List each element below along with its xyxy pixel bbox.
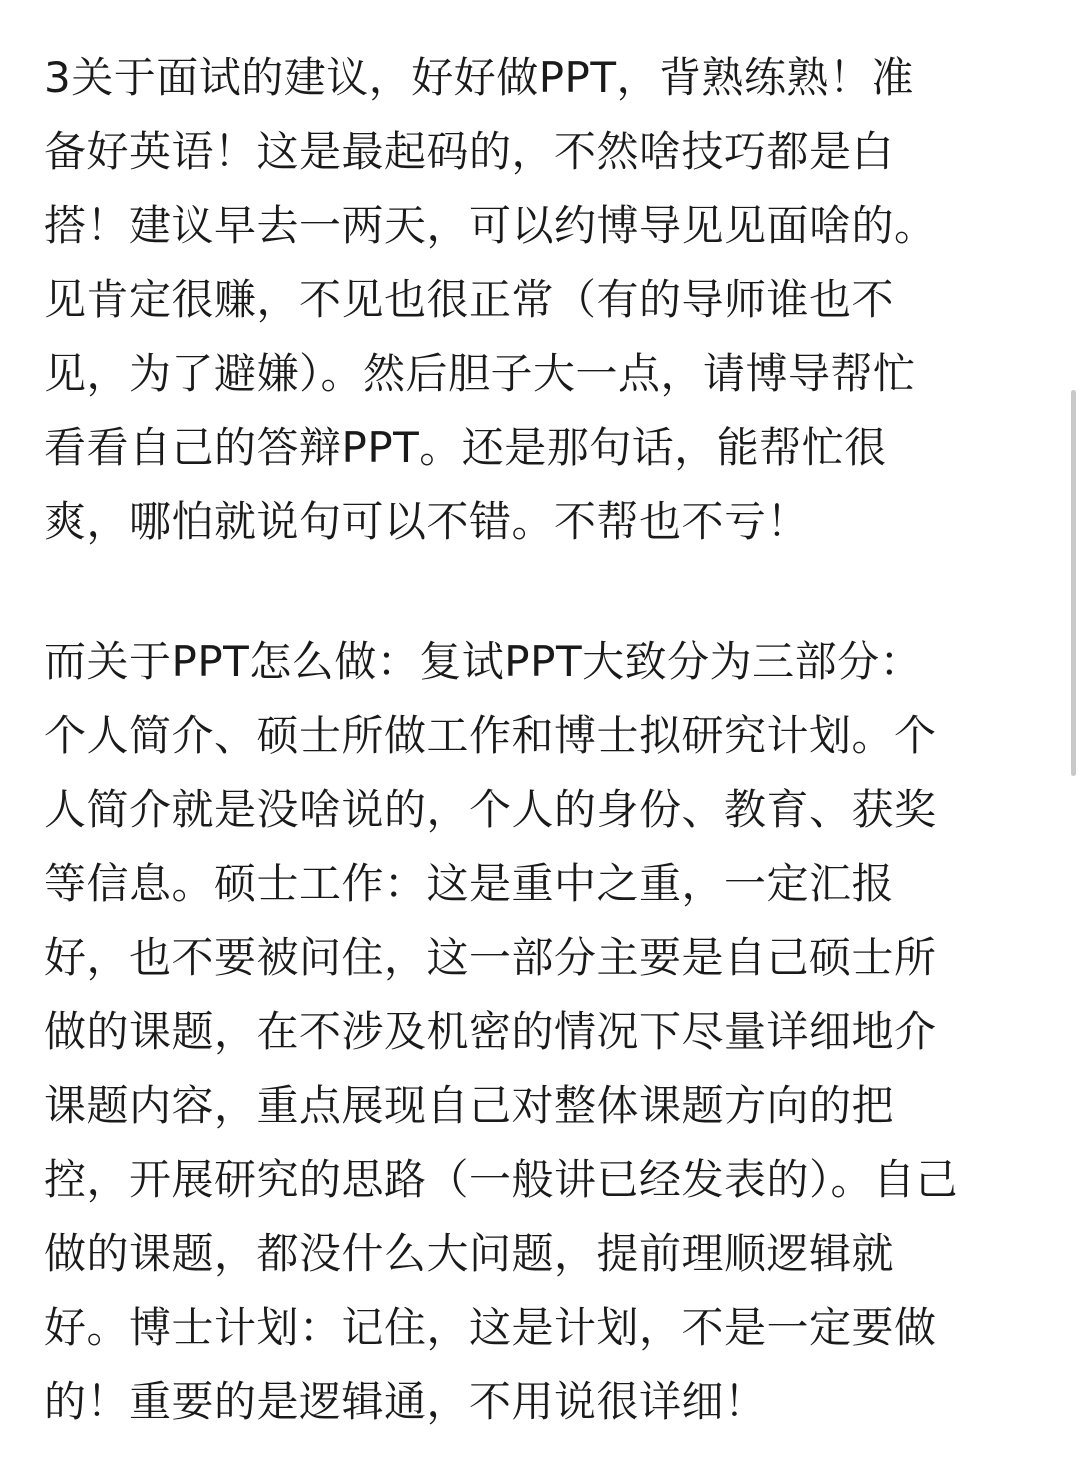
text-line: 个人简介、硕士所做工作和博士拟研究计划。个 <box>44 711 937 760</box>
text-line: 备好英语！这是最起码的，不然啥技巧都是白 <box>44 127 895 176</box>
text-line: 好，也不要被问住，这一部分主要是自己硕士所 <box>44 933 937 982</box>
text-line: 的！重要的是逻辑通，不用说很详细！ <box>44 1377 767 1426</box>
text-line: 看看自己的答辩PPT。还是那句话，能帮忙很 <box>44 423 887 472</box>
text-line: 见肯定很赚，不见也很正常（有的导师谁也不 <box>44 275 895 324</box>
text-line: 而关于PPT怎么做：复试PPT大致分为三部分： <box>44 637 923 686</box>
text-line: 做的课题，都没什么大问题，提前理顺逻辑就 <box>44 1229 895 1278</box>
text-line: 做的课题，在不涉及机密的情况下尽量详细地介 <box>44 1007 937 1056</box>
text-line: 3关于面试的建议，好好做PPT，背熟练熟！准 <box>44 53 915 102</box>
text-line: 人简介就是没啥说的，个人的身份、教育、获奖 <box>44 785 937 834</box>
text-line: 搭！建议早去一两天，可以约博导见见面啥的。 <box>44 201 937 250</box>
text-line: 控，开展研究的思路（一般讲已经发表的）。自己 <box>44 1155 959 1204</box>
text-line: 等信息。硕士工作：这是重中之重，一定汇报 <box>44 859 895 908</box>
scrollbar-thumb[interactable] <box>1071 390 1076 776</box>
text-line: 课题内容，重点展现自己对整体课题方向的把 <box>44 1081 895 1130</box>
text-line: 好。博士计划：记住，这是计划，不是一定要做 <box>44 1303 937 1352</box>
text-line: 爽，哪怕就说句可以不错。不帮也不亏！ <box>44 497 810 546</box>
text-line: 见，为了避嫌）。然后胆子大一点，请博导帮忙 <box>44 349 916 398</box>
